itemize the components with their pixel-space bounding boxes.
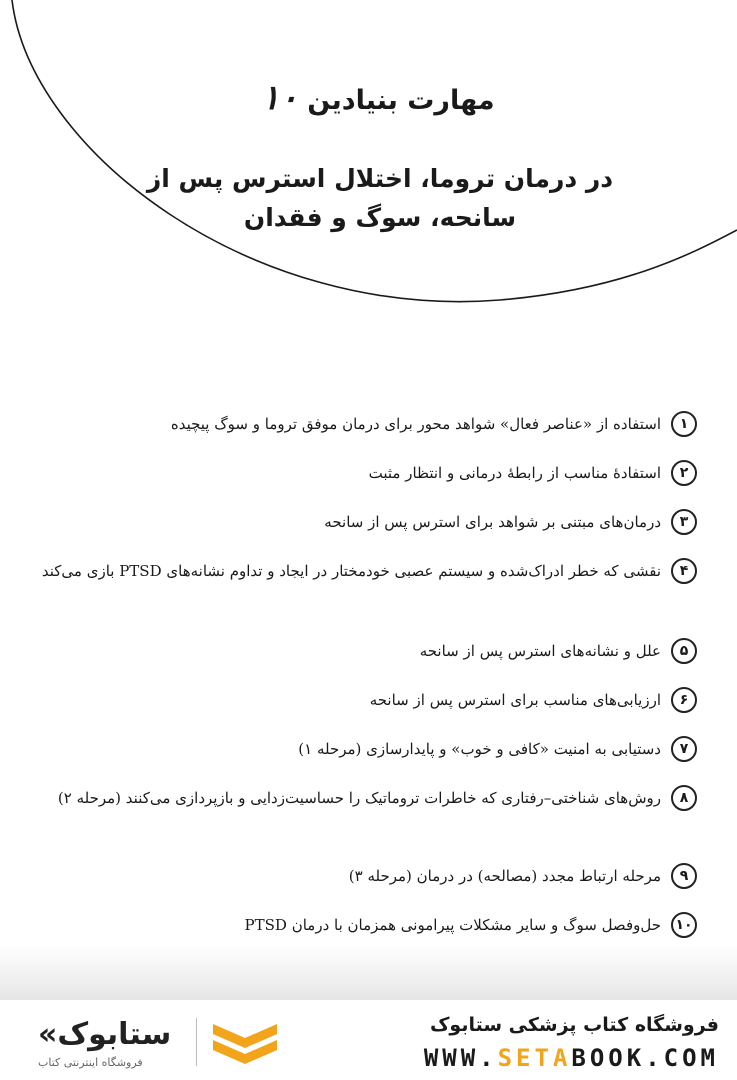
list-item [10, 783, 697, 813]
url-suffix: BOOK.COM [571, 1044, 719, 1072]
store-name: فروشگاه کتاب پزشکی ستابوک [429, 1014, 719, 1036]
list-item [10, 556, 697, 586]
book-chevron-logo-icon [205, 1014, 285, 1074]
item-text: ارزیابی‌های مناسب برای استرس پس از سانحه [369, 691, 661, 709]
chapter-title [150, 76, 600, 120]
item-number-badge: ۱ [671, 411, 697, 437]
subtitle-line-2: سانحه، سوگ و فقدان [243, 202, 517, 232]
store-footer [0, 1000, 737, 1080]
item-number-badge: ۷ [671, 736, 697, 762]
list-item [10, 734, 697, 764]
store-url-link[interactable] [424, 1044, 719, 1072]
list-item [10, 458, 697, 488]
item-text: درمان‌های مبتنی بر شواهد برای استرس پس از سانحه [324, 513, 661, 531]
list-item [10, 910, 697, 940]
list-item [10, 409, 697, 439]
item-number-badge: ۳ [671, 509, 697, 535]
item-text: استفادهٔ مناسب از رابطهٔ درمانی و انتظار مثبت [368, 464, 661, 482]
list-item [10, 507, 697, 537]
item-text: نقشی که خطر ادراک‌شده و سیستم عصبی خودمختار در ایجاد و تداوم نشانه‌های PTSD بازی می‌کند [41, 562, 661, 580]
item-text: علل و نشانه‌های استرس پس از سانحه [419, 642, 661, 660]
chapter-subtitle [120, 160, 640, 238]
list-item [10, 636, 697, 666]
item-text: دستیابی به امنیت «کافی و خوب» و پایدارسازی (مرحله ۱) [298, 740, 661, 758]
item-number-badge: ۱۰ [671, 912, 697, 938]
item-number-badge: ۸ [671, 785, 697, 811]
url-accent: SETA [497, 1044, 572, 1072]
store-logo-text: «ستابوک [38, 1017, 172, 1052]
item-number-badge: ۵ [671, 638, 697, 664]
list-item [10, 685, 697, 715]
page-bottom-shadow [0, 945, 737, 1000]
item-number-badge: ۲ [671, 460, 697, 486]
item-number-badge: ۹ [671, 863, 697, 889]
url-prefix: WWW. [423, 1044, 498, 1072]
item-number-badge: ۶ [671, 687, 697, 713]
item-text: استفاده از «عناصر فعال» شواهد محور برای درمان موفق تروما و سوگ پیچیده [170, 415, 661, 433]
item-text: روش‌های شناختی–رفتاری که خاطرات تروماتیک را حساسیت‌زدایی و بازپردازی می‌کنند (مرحله ۲) [57, 789, 661, 807]
item-number-badge: ۴ [671, 558, 697, 584]
store-logo-subtitle: فروشگاه اینترنتی کتاب [38, 1056, 143, 1069]
logo-divider [196, 1018, 197, 1066]
item-text: مرحله ارتباط مجدد (مصالحه) در درمان (مرحله ۳) [348, 867, 661, 885]
list-item [10, 861, 697, 891]
subtitle-line-1: در درمان تروما، اختلال استرس پس از [146, 164, 614, 193]
chapter-title-number: ۱۰ [261, 78, 298, 118]
chapter-title-text: مهارت بنیادین [307, 85, 495, 116]
item-text: حل‌وفصل سوگ و سایر مشکلات پیرامونی همزمان با درمان PTSD [244, 916, 661, 934]
